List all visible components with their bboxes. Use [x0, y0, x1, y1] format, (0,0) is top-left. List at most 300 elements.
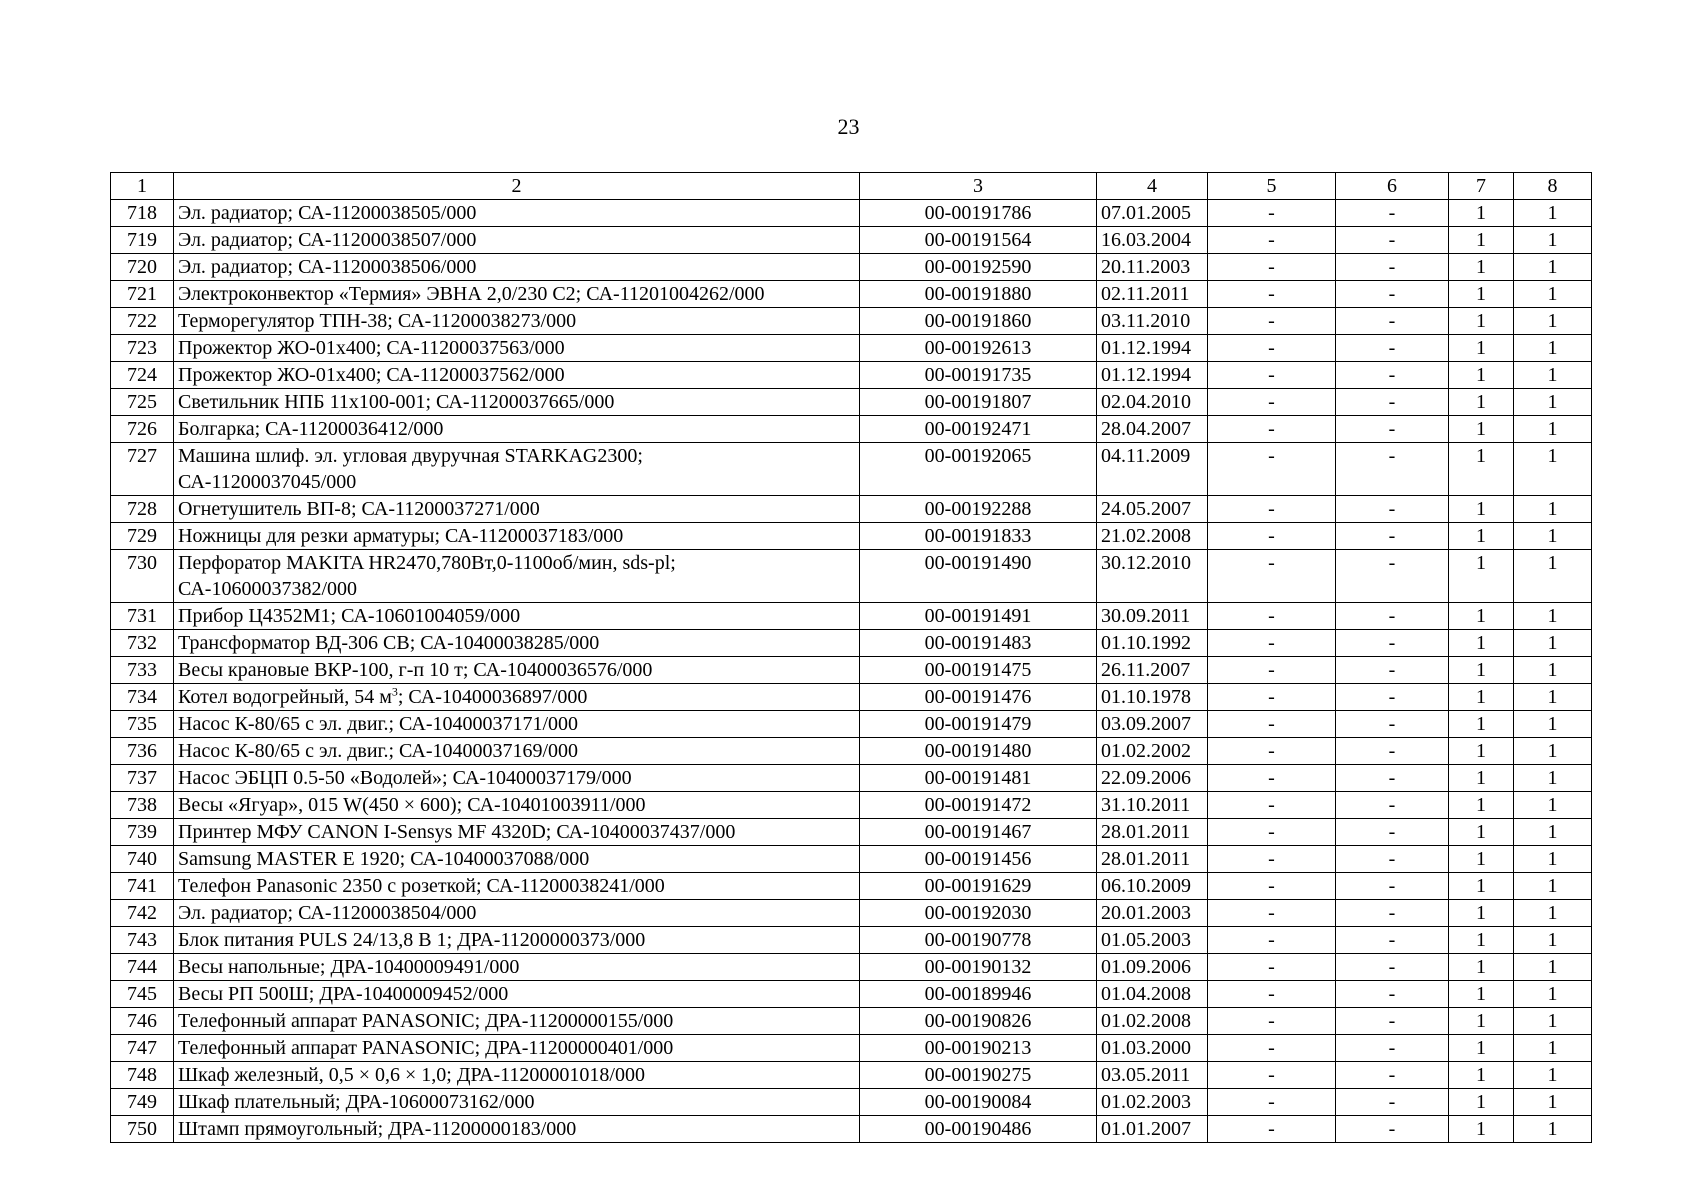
- table-row: [111, 308, 1592, 335]
- col7-value: 1: [1449, 389, 1514, 416]
- col7-value: 1: [1449, 443, 1514, 496]
- item-name-text: Телефонный аппарат PANASONIC; ДРА-11200000401/000: [178, 1037, 674, 1059]
- col5-value: -: [1208, 389, 1336, 416]
- table-row: [111, 281, 1592, 308]
- col6-value: -: [1336, 416, 1449, 443]
- row-number: 722: [111, 308, 174, 335]
- row-number: 733: [111, 657, 174, 684]
- item-name-text: Огнетушитель ВП-8; СА-11200037271/000: [178, 498, 540, 520]
- col5-value: -: [1208, 954, 1336, 981]
- col5-value: -: [1208, 630, 1336, 657]
- column-header: 2: [174, 173, 860, 200]
- table-row: [111, 443, 1592, 496]
- item-name-text: Весы крановые ВКР-100, г-п 10 т; СА-10400036576/000: [178, 659, 653, 681]
- item-name-suffix: ; СА-10400036897/000: [397, 686, 588, 708]
- col8-value: 1: [1514, 335, 1592, 362]
- col6-value: -: [1336, 711, 1449, 738]
- date: 01.01.2007: [1097, 1116, 1208, 1143]
- item-name-text: Эл. радиатор; СА-11200038504/000: [178, 902, 477, 924]
- inventory-code: 00-00191490: [860, 550, 1097, 603]
- date: 21.02.2008: [1097, 523, 1208, 550]
- item-name: [174, 227, 860, 254]
- col5-value: -: [1208, 1089, 1336, 1116]
- date: 07.01.2005: [1097, 200, 1208, 227]
- col6-value: -: [1336, 550, 1449, 603]
- table-row: [111, 227, 1592, 254]
- item-name-text: Весы РП 500Ш; ДРА-10400009452/000: [178, 983, 509, 1005]
- col7-value: 1: [1449, 981, 1514, 1008]
- table-row: [111, 657, 1592, 684]
- col7-value: 1: [1449, 630, 1514, 657]
- table-row: [111, 738, 1592, 765]
- col6-value: -: [1336, 523, 1449, 550]
- col8-value: 1: [1514, 765, 1592, 792]
- table-row: [111, 389, 1592, 416]
- item-name-text: Эл. радиатор; СА-11200038506/000: [178, 256, 477, 278]
- column-header: 7: [1449, 173, 1514, 200]
- date: 01.02.2003: [1097, 1089, 1208, 1116]
- row-number: 731: [111, 603, 174, 630]
- item-name-text: Прибор Ц4352М1; СА-10601004059/000: [178, 605, 521, 627]
- item-name-text: Трансформатор ВД-306 СВ; СА-10400038285/000: [178, 632, 600, 654]
- inventory-code: 00-00191479: [860, 711, 1097, 738]
- inventory-code: 00-00190084: [860, 1089, 1097, 1116]
- item-name: [174, 308, 860, 335]
- item-name: [174, 954, 860, 981]
- col7-value: 1: [1449, 254, 1514, 281]
- col8-value: 1: [1514, 1089, 1592, 1116]
- col7-value: 1: [1449, 200, 1514, 227]
- item-name-text: Штамп прямоугольный; ДРА-11200000183/000: [178, 1118, 577, 1140]
- item-name-text: Болгарка; СА-11200036412/000: [178, 418, 444, 440]
- col8-value: 1: [1514, 900, 1592, 927]
- column-header: 5: [1208, 173, 1336, 200]
- date: 01.05.2003: [1097, 927, 1208, 954]
- col6-value: -: [1336, 900, 1449, 927]
- date: 28.04.2007: [1097, 416, 1208, 443]
- row-number: 726: [111, 416, 174, 443]
- table-row: [111, 819, 1592, 846]
- col6-value: -: [1336, 738, 1449, 765]
- item-name-text: Весы «Ягуар», 015 W(450 × 600); СА-10401003911/000: [178, 794, 646, 816]
- col7-value: 1: [1449, 684, 1514, 711]
- col6-value: -: [1336, 227, 1449, 254]
- col7-value: 1: [1449, 873, 1514, 900]
- col8-value: 1: [1514, 496, 1592, 523]
- inventory-code: 00-00192065: [860, 443, 1097, 496]
- col7-value: 1: [1449, 1035, 1514, 1062]
- table-row: [111, 873, 1592, 900]
- inventory-code: 00-00190826: [860, 1008, 1097, 1035]
- col8-value: 1: [1514, 981, 1592, 1008]
- table-row: [111, 362, 1592, 389]
- item-name: [174, 362, 860, 389]
- table-row: [111, 630, 1592, 657]
- item-name-text: Телефонный аппарат PANASONIC; ДРА-11200000155/000: [178, 1010, 674, 1032]
- table-header-row: [111, 173, 1592, 200]
- row-number: 727: [111, 443, 174, 496]
- row-number: 718: [111, 200, 174, 227]
- col8-value: 1: [1514, 227, 1592, 254]
- col6-value: -: [1336, 981, 1449, 1008]
- item-name-text: Принтер МФУ CANON I-Sensys MF 4320D; СА-10400037437/000: [178, 821, 736, 843]
- inventory-code: 00-00190778: [860, 927, 1097, 954]
- col6-value: -: [1336, 335, 1449, 362]
- date: 20.11.2003: [1097, 254, 1208, 281]
- inventory-code: 00-00192613: [860, 335, 1097, 362]
- row-number: 743: [111, 927, 174, 954]
- item-name-text: Перфоратор MAKITA HR2470,780Вт,0-1100об/мин, sds-pl;: [178, 552, 676, 574]
- col6-value: -: [1336, 200, 1449, 227]
- item-name: [174, 281, 860, 308]
- item-name: [174, 684, 860, 711]
- item-name-text: Насос ЭБЦП 0.5-50 «Водолей»; СА-10400037179/000: [178, 767, 632, 789]
- col8-value: 1: [1514, 1008, 1592, 1035]
- column-header: 8: [1514, 173, 1592, 200]
- item-name-text: Ножницы для резки арматуры; СА-11200037183/000: [178, 525, 624, 547]
- row-number: 745: [111, 981, 174, 1008]
- col6-value: -: [1336, 1116, 1449, 1143]
- inventory-code: 00-00191860: [860, 308, 1097, 335]
- inventory-code: 00-00190486: [860, 1116, 1097, 1143]
- row-number: 721: [111, 281, 174, 308]
- item-name: [174, 738, 860, 765]
- col6-value: -: [1336, 281, 1449, 308]
- col7-value: 1: [1449, 1062, 1514, 1089]
- item-name: [174, 200, 860, 227]
- item-name-text: Шкаф плательный; ДРА-10600073162/000: [178, 1091, 535, 1113]
- col7-value: 1: [1449, 1008, 1514, 1035]
- col5-value: -: [1208, 308, 1336, 335]
- col8-value: 1: [1514, 819, 1592, 846]
- item-name: [174, 523, 860, 550]
- table-row: [111, 711, 1592, 738]
- table-row: [111, 496, 1592, 523]
- item-name: [174, 657, 860, 684]
- col5-value: -: [1208, 981, 1336, 1008]
- col5-value: -: [1208, 846, 1336, 873]
- col8-value: 1: [1514, 738, 1592, 765]
- date: 01.04.2008: [1097, 981, 1208, 1008]
- col8-value: 1: [1514, 657, 1592, 684]
- col8-value: 1: [1514, 550, 1592, 603]
- col7-value: 1: [1449, 308, 1514, 335]
- row-number: 736: [111, 738, 174, 765]
- inventory-code: 00-00192288: [860, 496, 1097, 523]
- date: 16.03.2004: [1097, 227, 1208, 254]
- col5-value: -: [1208, 335, 1336, 362]
- col6-value: -: [1336, 603, 1449, 630]
- inventory-code: 00-00191472: [860, 792, 1097, 819]
- date: 30.09.2011: [1097, 603, 1208, 630]
- row-number: 740: [111, 846, 174, 873]
- item-name: [174, 630, 860, 657]
- col5-value: -: [1208, 927, 1336, 954]
- row-number: 737: [111, 765, 174, 792]
- item-name: [174, 1116, 860, 1143]
- row-number: 741: [111, 873, 174, 900]
- col6-value: -: [1336, 657, 1449, 684]
- col8-value: 1: [1514, 846, 1592, 873]
- col8-value: 1: [1514, 603, 1592, 630]
- inventory-code: 00-00190132: [860, 954, 1097, 981]
- inventory-code: 00-00189946: [860, 981, 1097, 1008]
- table-row: [111, 254, 1592, 281]
- inventory-code: 00-00191467: [860, 819, 1097, 846]
- col7-value: 1: [1449, 846, 1514, 873]
- col8-value: 1: [1514, 200, 1592, 227]
- col8-value: 1: [1514, 254, 1592, 281]
- date: 02.11.2011: [1097, 281, 1208, 308]
- col5-value: -: [1208, 1008, 1336, 1035]
- table-row: [111, 523, 1592, 550]
- item-name-continued: СА-11200037045/000: [178, 471, 357, 493]
- date: 03.11.2010: [1097, 308, 1208, 335]
- item-name-text: Насос К-80/65 с эл. двиг.; СА-10400037169/000: [178, 740, 579, 762]
- item-name: [174, 765, 860, 792]
- row-number: 748: [111, 1062, 174, 1089]
- col6-value: -: [1336, 1062, 1449, 1089]
- item-name-text: Прожектор ЖО-01х400; СА-11200037563/000: [178, 337, 565, 359]
- col8-value: 1: [1514, 927, 1592, 954]
- col5-value: -: [1208, 873, 1336, 900]
- col7-value: 1: [1449, 954, 1514, 981]
- item-name-text: Весы напольные; ДРА-10400009491/000: [178, 956, 520, 978]
- item-name: [174, 254, 860, 281]
- item-name-text: Прожектор ЖО-01х400; СА-11200037562/000: [178, 364, 565, 386]
- column-header: 6: [1336, 173, 1449, 200]
- item-name-text: Котел водогрейный, 54 м: [178, 686, 392, 708]
- table-row: [111, 684, 1592, 711]
- table-row: [111, 792, 1592, 819]
- table-row: [111, 927, 1592, 954]
- table-row: [111, 1035, 1592, 1062]
- item-name-text: Блок питания PULS 24/13,8 В 1; ДРА-11200000373/000: [178, 929, 646, 951]
- col8-value: 1: [1514, 1062, 1592, 1089]
- row-number: 720: [111, 254, 174, 281]
- date: 02.04.2010: [1097, 389, 1208, 416]
- col6-value: -: [1336, 389, 1449, 416]
- col7-value: 1: [1449, 927, 1514, 954]
- col6-value: -: [1336, 1035, 1449, 1062]
- date: 01.12.1994: [1097, 362, 1208, 389]
- row-number: 728: [111, 496, 174, 523]
- table-row: [111, 200, 1592, 227]
- col7-value: 1: [1449, 765, 1514, 792]
- date: 03.09.2007: [1097, 711, 1208, 738]
- item-name: [174, 496, 860, 523]
- col6-value: -: [1336, 496, 1449, 523]
- col6-value: -: [1336, 792, 1449, 819]
- row-number: 742: [111, 900, 174, 927]
- table-row: [111, 1062, 1592, 1089]
- col5-value: -: [1208, 711, 1336, 738]
- item-name-text: Электроконвектор «Термия» ЭВНА 2,0/230 С2; СА-11201004262/000: [178, 283, 765, 305]
- superscript: 3: [391, 684, 398, 699]
- col5-value: -: [1208, 1035, 1336, 1062]
- date: 03.05.2011: [1097, 1062, 1208, 1089]
- col6-value: -: [1336, 846, 1449, 873]
- col8-value: 1: [1514, 362, 1592, 389]
- date: 28.01.2011: [1097, 846, 1208, 873]
- col7-value: 1: [1449, 738, 1514, 765]
- item-name-text: Эл. радиатор; СА-11200038505/000: [178, 202, 477, 224]
- date: 31.10.2011: [1097, 792, 1208, 819]
- item-name: [174, 873, 860, 900]
- col7-value: 1: [1449, 819, 1514, 846]
- col7-value: 1: [1449, 711, 1514, 738]
- col6-value: -: [1336, 684, 1449, 711]
- item-name: [174, 1089, 860, 1116]
- row-number: 749: [111, 1089, 174, 1116]
- col6-value: -: [1336, 954, 1449, 981]
- col5-value: -: [1208, 738, 1336, 765]
- col7-value: 1: [1449, 657, 1514, 684]
- row-number: 750: [111, 1116, 174, 1143]
- column-header: 4: [1097, 173, 1208, 200]
- item-name: [174, 792, 860, 819]
- col5-value: -: [1208, 523, 1336, 550]
- table-row: [111, 335, 1592, 362]
- row-number: 719: [111, 227, 174, 254]
- col5-value: -: [1208, 281, 1336, 308]
- date: 22.09.2006: [1097, 765, 1208, 792]
- col6-value: -: [1336, 362, 1449, 389]
- inventory-code: 00-00191480: [860, 738, 1097, 765]
- column-header: 1: [111, 173, 174, 200]
- page-number: 23: [837, 114, 860, 139]
- col7-value: 1: [1449, 281, 1514, 308]
- date: 01.12.1994: [1097, 335, 1208, 362]
- col5-value: -: [1208, 1116, 1336, 1143]
- col8-value: 1: [1514, 630, 1592, 657]
- item-name: [174, 335, 860, 362]
- inventory-code: 00-00191807: [860, 389, 1097, 416]
- col7-value: 1: [1449, 1116, 1514, 1143]
- item-name: [174, 900, 860, 927]
- item-name: [174, 846, 860, 873]
- row-number: 732: [111, 630, 174, 657]
- date: 01.09.2006: [1097, 954, 1208, 981]
- row-number: 734: [111, 684, 174, 711]
- table-row: [111, 416, 1592, 443]
- col7-value: 1: [1449, 792, 1514, 819]
- item-name-text: Насос К-80/65 с эл. двиг.; СА-10400037171/000: [178, 713, 579, 735]
- col6-value: -: [1336, 927, 1449, 954]
- col5-value: -: [1208, 496, 1336, 523]
- row-number: 725: [111, 389, 174, 416]
- col5-value: -: [1208, 819, 1336, 846]
- col8-value: 1: [1514, 684, 1592, 711]
- column-header: 3: [860, 173, 1097, 200]
- col5-value: -: [1208, 443, 1336, 496]
- item-name-text: Машина шлиф. эл. угловая двуручная STARKAG2300;: [178, 445, 643, 467]
- date: 20.01.2003: [1097, 900, 1208, 927]
- row-number: 730: [111, 550, 174, 603]
- col7-value: 1: [1449, 900, 1514, 927]
- date: 01.02.2002: [1097, 738, 1208, 765]
- row-number: 724: [111, 362, 174, 389]
- inventory-code: 00-00190275: [860, 1062, 1097, 1089]
- inventory-code: 00-00191475: [860, 657, 1097, 684]
- col6-value: -: [1336, 873, 1449, 900]
- date: 01.10.1992: [1097, 630, 1208, 657]
- col7-value: 1: [1449, 1089, 1514, 1116]
- table-row: [111, 900, 1592, 927]
- inventory-table: [110, 172, 1592, 1143]
- item-name: [174, 981, 860, 1008]
- item-name-text: Шкаф железный, 0,5 × 0,6 × 1,0; ДРА-11200001018/000: [178, 1064, 645, 1086]
- inventory-code: 00-00191564: [860, 227, 1097, 254]
- date: 04.11.2009: [1097, 443, 1208, 496]
- date: 28.01.2011: [1097, 819, 1208, 846]
- col8-value: 1: [1514, 873, 1592, 900]
- col5-value: -: [1208, 254, 1336, 281]
- col8-value: 1: [1514, 389, 1592, 416]
- item-name: [174, 550, 860, 603]
- col8-value: 1: [1514, 954, 1592, 981]
- inventory-code: 00-00192471: [860, 416, 1097, 443]
- col8-value: 1: [1514, 523, 1592, 550]
- col8-value: 1: [1514, 308, 1592, 335]
- date: 26.11.2007: [1097, 657, 1208, 684]
- col6-value: -: [1336, 1008, 1449, 1035]
- table-row: [111, 846, 1592, 873]
- date: 01.02.2008: [1097, 1008, 1208, 1035]
- inventory-code: 00-00192590: [860, 254, 1097, 281]
- table-row: [111, 1008, 1592, 1035]
- col7-value: 1: [1449, 362, 1514, 389]
- col7-value: 1: [1449, 603, 1514, 630]
- col5-value: -: [1208, 416, 1336, 443]
- col7-value: 1: [1449, 550, 1514, 603]
- inventory-code: 00-00191483: [860, 630, 1097, 657]
- col8-value: 1: [1514, 1116, 1592, 1143]
- col5-value: -: [1208, 657, 1336, 684]
- col5-value: -: [1208, 900, 1336, 927]
- col8-value: 1: [1514, 711, 1592, 738]
- col8-value: 1: [1514, 1035, 1592, 1062]
- date: 01.03.2000: [1097, 1035, 1208, 1062]
- inventory-code: 00-00191735: [860, 362, 1097, 389]
- item-name: [174, 927, 860, 954]
- col5-value: -: [1208, 792, 1336, 819]
- col7-value: 1: [1449, 335, 1514, 362]
- row-number: 735: [111, 711, 174, 738]
- col5-value: -: [1208, 684, 1336, 711]
- item-name-text: Телефон Panasonic 2350 с розеткой; СА-11200038241/000: [178, 875, 665, 897]
- item-name: [174, 711, 860, 738]
- row-number: 746: [111, 1008, 174, 1035]
- inventory-code: 00-00191456: [860, 846, 1097, 873]
- col7-value: 1: [1449, 523, 1514, 550]
- col6-value: -: [1336, 630, 1449, 657]
- col7-value: 1: [1449, 227, 1514, 254]
- col5-value: -: [1208, 550, 1336, 603]
- inventory-code: 00-00191491: [860, 603, 1097, 630]
- col5-value: -: [1208, 765, 1336, 792]
- item-name: [174, 443, 860, 496]
- date: 24.05.2007: [1097, 496, 1208, 523]
- inventory-code: 00-00191629: [860, 873, 1097, 900]
- item-name-text: Samsung MASTER E 1920; СА-10400037088/000: [178, 848, 590, 870]
- table-row: [111, 981, 1592, 1008]
- col6-value: -: [1336, 819, 1449, 846]
- inventory-code: 00-00192030: [860, 900, 1097, 927]
- row-number: 729: [111, 523, 174, 550]
- row-number: 744: [111, 954, 174, 981]
- item-name: [174, 389, 860, 416]
